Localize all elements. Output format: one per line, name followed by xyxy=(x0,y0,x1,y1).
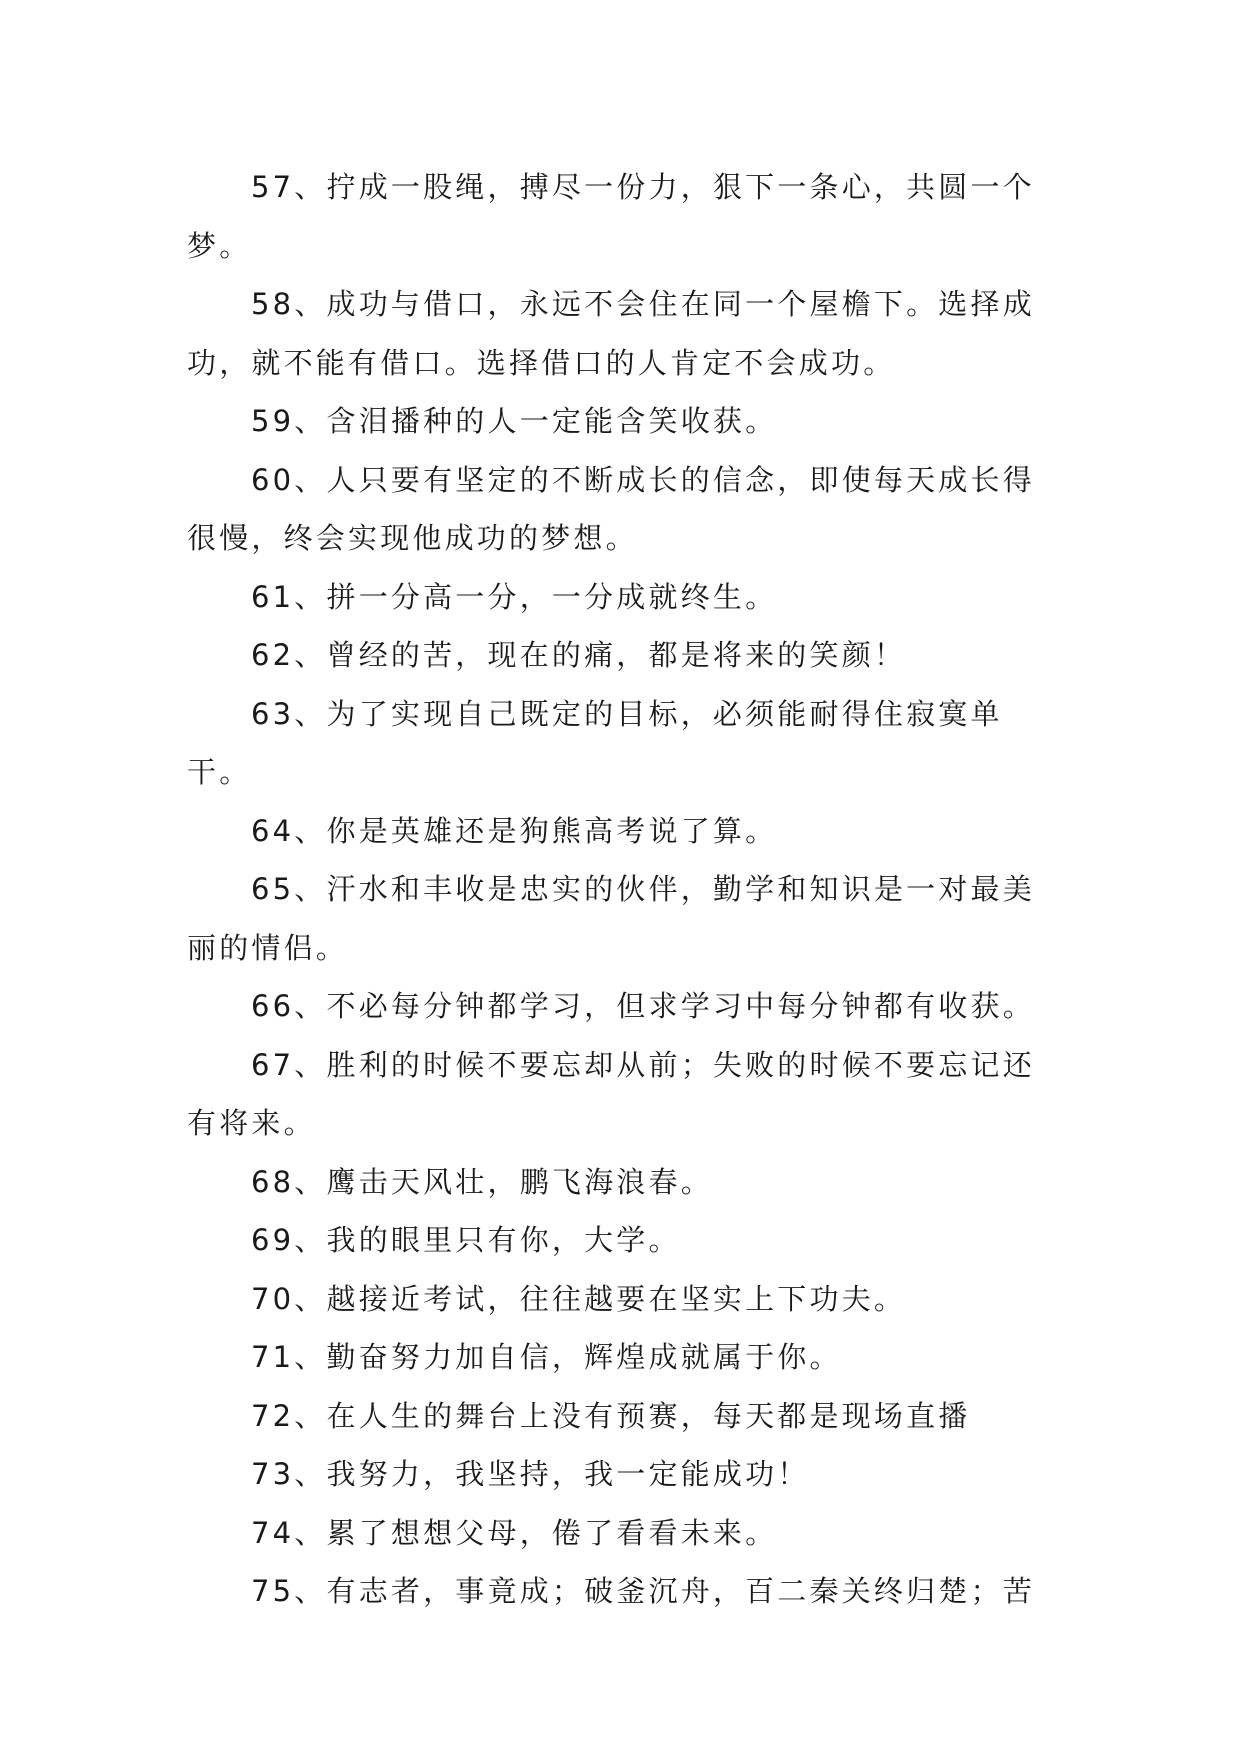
document-body xyxy=(187,158,1049,1621)
paragraph-75: 75、有志者，事竟成；破釜沉舟，百二秦关终归楚；苦 xyxy=(251,1574,1035,1608)
paragraph-57: 57、拧成一股绳，搏尽一份力，狠下一条心，共圆一个梦。 xyxy=(187,170,1035,263)
paragraph-71: 71、勤奋努力加自信，辉煌成就属于你。 xyxy=(251,1340,842,1374)
paragraph-63: 63、为了实现自己既定的目标，必须能耐得住寂寞单干。 xyxy=(187,696,1003,789)
paragraph-59: 59、含泪播种的人一定能含笑收获。 xyxy=(251,404,778,438)
paragraph-61: 61、拼一分高一分，一分成就终生。 xyxy=(251,579,778,614)
paragraph-68: 68、鹰击天风壮，鹏飞海浪春。 xyxy=(251,1164,713,1199)
paragraph-64: 64、你是英雄还是狗熊高考说了算。 xyxy=(251,813,778,848)
paragraph-62: 62、曾经的苦，现在的痛，都是将来的笑颜！ xyxy=(251,638,907,672)
paragraph-65: 65、汗水和丰收是忠实的伙伴，勤学和知识是一对最美丽的情侣。 xyxy=(187,872,1035,965)
paragraph-67: 67、胜利的时候不要忘却从前；失败的时候不要忘记还有将来。 xyxy=(187,1047,1035,1140)
paragraph-60: 60、人只要有坚定的不断成长的信念，即使每天成长得很慢，终会实现他成功的梦想。 xyxy=(187,462,1035,555)
paragraph-69: 69、我的眼里只有你，大学。 xyxy=(251,1223,681,1257)
paragraph-66: 66、不必每分钟都学习，但求学习中每分钟都有收获。 xyxy=(251,989,1035,1023)
paragraph-73: 73、我努力，我坚持，我一定能成功！ xyxy=(251,1457,810,1491)
paragraph-72: 72、在人生的舞台上没有预赛，每天都是现场直播 xyxy=(251,1398,971,1433)
paragraph-58: 58、成功与借口，永远不会住在同一个屋檐下。选择成功，就不能有借口。选择借口的人肯定不会成功。 xyxy=(187,287,1035,380)
paragraph-70: 70、越接近考试，往往越要在坚实上下功夫。 xyxy=(251,1281,907,1316)
paragraph-74: 74、累了想想父母，倦了看看未来。 xyxy=(251,1515,778,1550)
